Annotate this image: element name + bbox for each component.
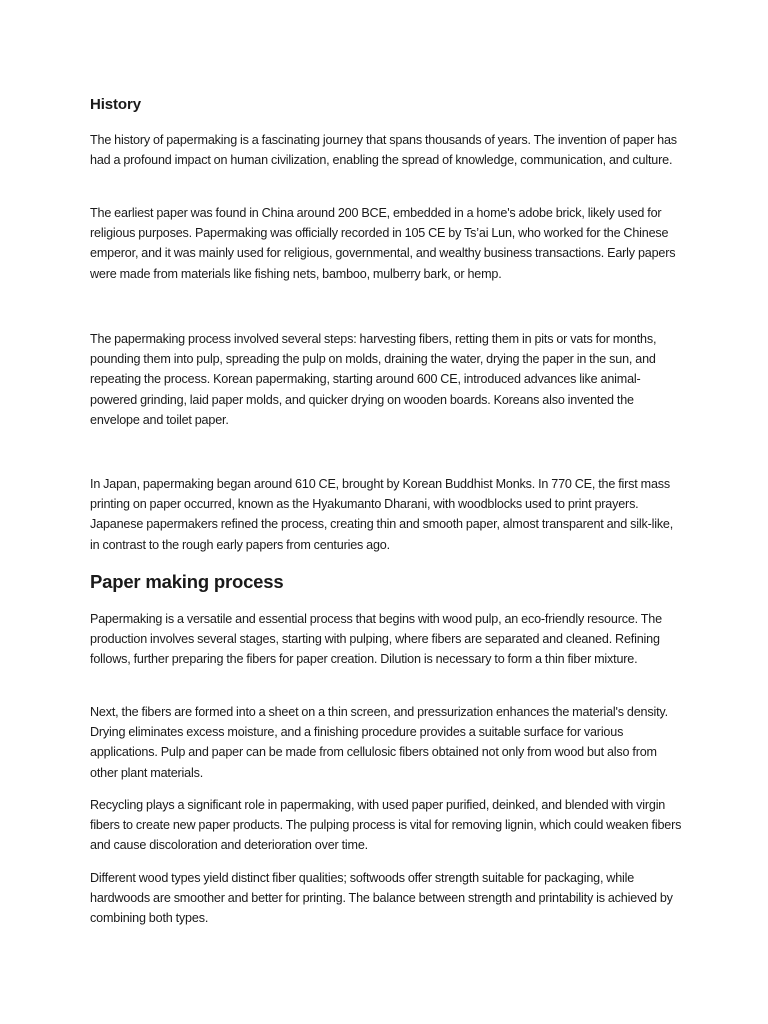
process-heading: Paper making process: [90, 571, 284, 592]
history-heading: History: [90, 96, 141, 113]
process-paragraph-3: Recycling plays a significant role in papermaking, with used paper purified, deinked, and blended with virgin fibers to create new paper products. The pulping process is vital for removing lignin, which could weaken fibers and cause discoloration and deterioration over time.: [90, 798, 682, 853]
history-paragraph-3: The papermaking process involved several steps: harvesting fibers, retting them in pits or vats for months, pounding them into pulp, spreading the pulp on molds, draining the water, drying the paper in the sun, and repeating the process. Korean papermaking, starting around 600 CE, introduced advances like animal-powered grinding, laid paper molds, and quicker drying on wooden boards. Koreans also invented the envelope and toilet paper.: [90, 332, 657, 427]
history-paragraph-4: In Japan, papermaking began around 610 CE, brought by Korean Buddhist Monks. In 770 CE, the first mass printing on paper occurred, known as the Hyakumanto Dharani, with woodblocks used to print prayers. Japanese papermakers refined the process, creating thin and smooth paper, almost transparent and silk-like, in contrast to the rough early papers from centuries ago.: [90, 477, 674, 552]
process-paragraph-1: Papermaking is a versatile and essential process that begins with wood pulp, an eco-friendly resource. The production involves several stages, starting with pulping, where fibers are separated and cleaned. Refining follows, further preparing the fibers for paper creation. Dilution is necessary to form a thin fiber mixture.: [90, 612, 662, 667]
history-paragraph-1: The history of papermaking is a fascinating journey that spans thousands of years. The invention of paper has had a profound impact on human civilization, enabling the spread of knowledge, communication, and culture.: [90, 133, 677, 168]
history-paragraph-2: The earliest paper was found in China around 200 BCE, embedded in a home's adobe brick, likely used for religious purposes. Papermaking was officially recorded in 105 CE by Ts’ai Lun, who worked for the Chinese emperor, and it was mainly used for religious, governmental, and wealthy business transactions. Early papers were made from materials like fishing nets, bamboo, mulberry bark, or hemp.: [90, 206, 676, 281]
process-paragraph-2: Next, the fibers are formed into a sheet on a thin screen, and pressurization enhances the material's density. Drying eliminates excess moisture, and a finishing procedure provides a suitable surface for various applications. Pulp and paper can be made from cellulosic fibers obtained not only from wood but also from other plant materials.: [90, 705, 668, 780]
process-paragraph-4: Different wood types yield distinct fiber qualities; softwoods offer strength suitable for packaging, while hardwoods are smoother and better for printing. The balance between strength and printability is achieved by combining both types.: [90, 871, 673, 926]
